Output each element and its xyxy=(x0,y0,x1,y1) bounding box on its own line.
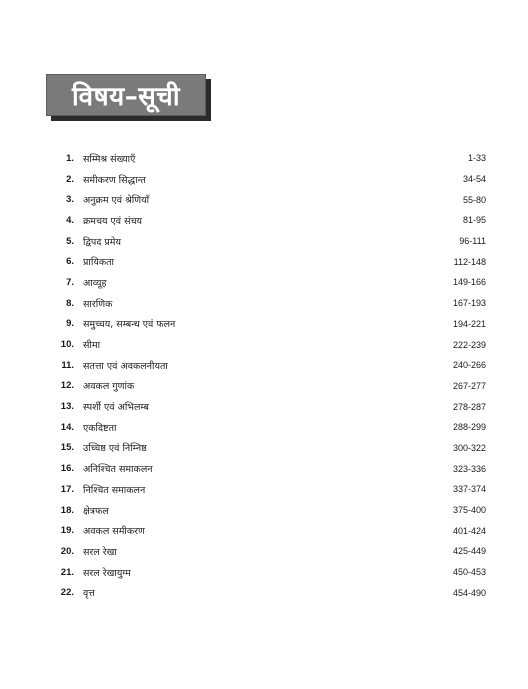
toc-entry-number: 15. xyxy=(60,442,74,454)
toc-entry xyxy=(48,189,486,210)
toc-entry xyxy=(48,293,486,314)
toc-entry-pages: 1-33 xyxy=(467,153,486,164)
toc-entry xyxy=(48,334,486,355)
toc-entry-title: द्विपद प्रमेय xyxy=(83,236,121,248)
toc-entry xyxy=(48,210,486,231)
toc-entry-title: स्पर्शी एवं अभिलम्ब xyxy=(83,402,149,414)
toc-entry-pages: 454-490 xyxy=(452,587,486,598)
toc-entry-title: समुच्चय, सम्बन्ध एवं फलन xyxy=(83,319,176,331)
toc-entry-pages: 323-336 xyxy=(452,463,486,474)
toc-entry-number: 19. xyxy=(60,525,74,537)
toc-entry xyxy=(48,562,486,583)
toc-entry-title: अवकल गुणांक xyxy=(83,381,135,393)
toc-entry-number: 4. xyxy=(66,214,74,226)
toc-entry-pages: 55-80 xyxy=(462,194,486,205)
toc-entry-title: सम्मिश्र संख्याएँ xyxy=(83,153,136,165)
toc-entry xyxy=(48,148,486,169)
toc-entry-pages: 267-277 xyxy=(452,380,486,391)
toc-entry-number: 9. xyxy=(66,318,74,330)
toc-entry-number: 1. xyxy=(66,152,74,164)
toc-entry-number: 7. xyxy=(66,276,74,288)
toc-entry-number: 20. xyxy=(60,545,74,557)
toc-entry-title: सतत्ता एवं अवकलनीयता xyxy=(83,360,168,372)
toc-entry xyxy=(48,314,486,335)
toc-entry-pages: 450-453 xyxy=(452,567,486,578)
toc-entry xyxy=(48,479,486,500)
toc-entry xyxy=(48,438,486,459)
toc-entry-title: सरल रेखा xyxy=(83,546,117,558)
toc-entry-pages: 149-166 xyxy=(452,277,486,288)
toc-entry-pages: 222-239 xyxy=(452,339,486,350)
toc-entry xyxy=(48,500,486,521)
toc-entry-number: 8. xyxy=(66,297,74,309)
toc-entry-pages: 401-424 xyxy=(452,525,486,536)
title-banner xyxy=(46,74,206,116)
toc-entry-title: समीकरण सिद्धान्त xyxy=(83,174,146,186)
toc-entry xyxy=(48,251,486,272)
toc-entry xyxy=(48,231,486,252)
toc-entry-title: सरल रेखायुग्म xyxy=(83,567,131,579)
toc-entry-title: अवकल समीकरण xyxy=(83,526,145,538)
toc-entry-pages: 337-374 xyxy=(452,484,486,495)
toc-entry-number: 18. xyxy=(60,504,74,516)
toc-entry-title: प्रायिकता xyxy=(83,257,115,269)
toc-entry-pages: 425-449 xyxy=(452,546,486,557)
toc-entry-pages: 194-221 xyxy=(452,318,486,329)
toc-entry-number: 6. xyxy=(66,256,74,268)
toc-entry-pages: 240-266 xyxy=(452,360,486,371)
toc-entry-title: वृत्त xyxy=(83,588,95,600)
toc-entry-number: 21. xyxy=(60,566,74,578)
toc-entry-pages: 112-148 xyxy=(453,256,486,267)
toc-entry-number: 22. xyxy=(60,587,74,599)
toc-entry-number: 13. xyxy=(60,401,74,413)
toc-entry-title: क्षेत्रफल xyxy=(83,505,109,517)
toc-entry xyxy=(48,417,486,438)
toc-entry-number: 3. xyxy=(66,194,74,206)
toc-entry xyxy=(48,458,486,479)
toc-entry-title: सीमा xyxy=(83,340,101,352)
toc-entry-title: क्रमचय एवं संचय xyxy=(83,215,143,227)
toc-entry-title: निश्चित समाकलन xyxy=(83,484,146,496)
toc-entry-pages: 34-54 xyxy=(462,174,486,185)
toc-entry xyxy=(48,541,486,562)
toc-entry xyxy=(48,376,486,397)
toc-entry-pages: 96-111 xyxy=(459,236,486,247)
page-title: विषय–सूची xyxy=(71,82,181,112)
toc-entry-pages: 288-299 xyxy=(452,422,486,433)
table-of-contents xyxy=(48,148,486,603)
toc-entry-title: अनुक्रम एवं श्रेणियाँ xyxy=(83,195,150,207)
toc-entry xyxy=(48,396,486,417)
toc-entry xyxy=(48,272,486,293)
toc-entry-number: 11. xyxy=(61,359,74,371)
toc-entry-title: एकदिष्टता xyxy=(83,422,117,434)
toc-entry-pages: 375-400 xyxy=(452,505,486,516)
toc-entry xyxy=(48,169,486,190)
toc-entry-title: अनिश्चित समाकलन xyxy=(83,464,153,476)
toc-entry-pages: 167-193 xyxy=(452,298,486,309)
toc-entry-pages: 81-95 xyxy=(462,215,486,226)
toc-entry-pages: 300-322 xyxy=(452,442,486,453)
toc-entry-number: 10. xyxy=(60,339,74,351)
toc-entry xyxy=(48,582,486,603)
toc-entry-number: 17. xyxy=(60,483,74,495)
toc-entry xyxy=(48,520,486,541)
toc-entry xyxy=(48,355,486,376)
toc-entry-title: आव्यूह xyxy=(83,277,107,289)
toc-entry-number: 5. xyxy=(66,235,74,247)
toc-entry-number: 14. xyxy=(60,421,74,433)
toc-entry-number: 2. xyxy=(66,173,74,185)
toc-entry-title: सारणिक xyxy=(83,298,113,310)
page-title-block xyxy=(46,74,212,122)
toc-entry-number: 16. xyxy=(60,463,74,475)
toc-entry-number: 12. xyxy=(60,380,74,392)
toc-entry-title: उच्चिष्ठ एवं निम्निष्ठ xyxy=(83,443,147,455)
toc-entry-pages: 278-287 xyxy=(452,401,486,412)
